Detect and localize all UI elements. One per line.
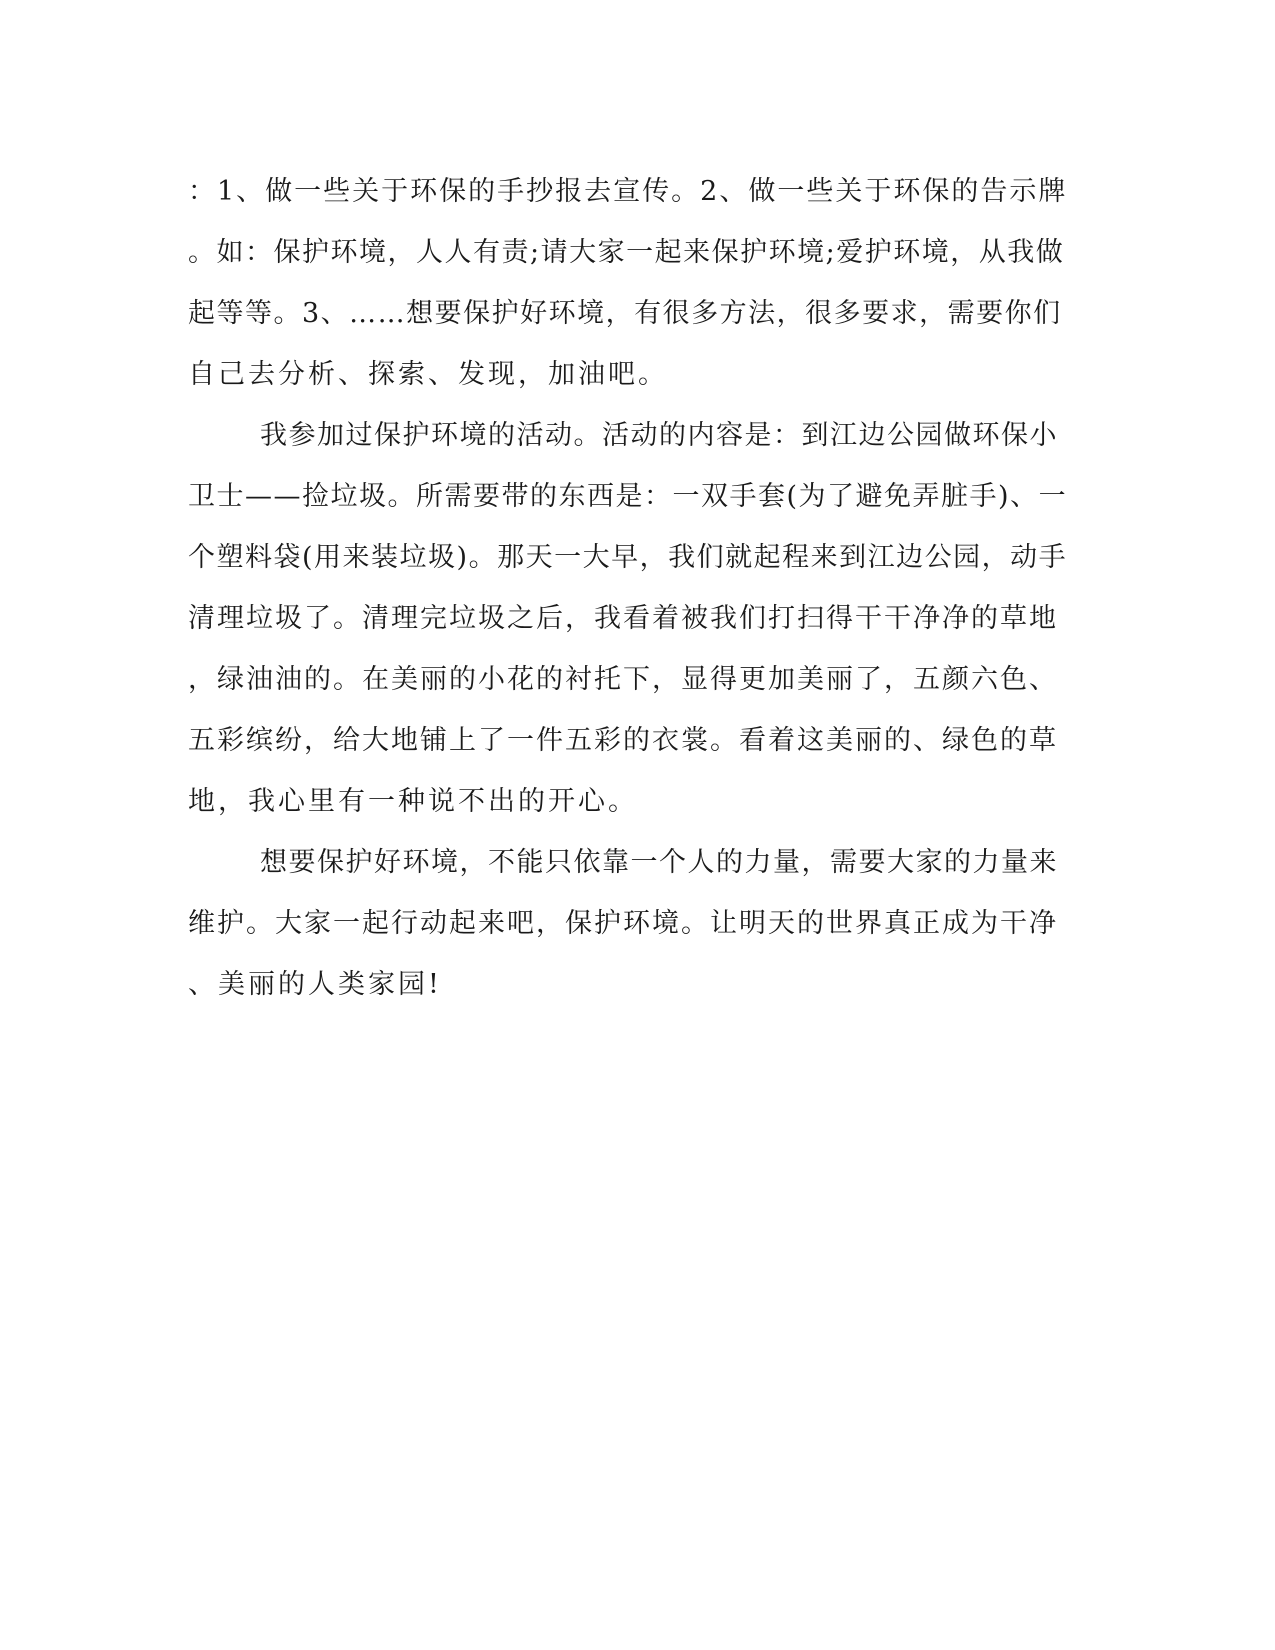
text-line: 维护。大家一起行动起来吧，保护环境。让明天的世界真正成为干净 — [188, 908, 1058, 939]
text-line: 清理垃圾了。清理完垃圾之后，我看着被我们打扫得干干净净的草地 — [188, 603, 1058, 634]
text-line: ：1、做一些关于环保的手抄报去宣传。2、做一些关于环保的告示牌 — [188, 176, 1068, 207]
text-line: 。如：保护环境，人人有责;请大家一起来保护环境;爱护环境，从我做 — [188, 237, 1065, 268]
text-line: 、美丽的人类家园! — [188, 969, 442, 1000]
text-line: 地，我心里有一种说不出的开心。 — [188, 786, 638, 817]
text-line: 卫士——捡垃圾。所需要带的东西是：一双手套(为了避免弄脏手)、一 — [188, 481, 1068, 512]
paragraph-first-line: 想要保护好环境，不能只依靠一个人的力量，需要大家的力量来 — [260, 847, 1058, 878]
text-line: 个塑料袋(用来装垃圾)。那天一大早，我们就起程来到江边公园，动手 — [188, 542, 1068, 573]
document-body — [188, 161, 1068, 1015]
paragraph-first-line: 我参加过保护环境的活动。活动的内容是：到江边公园做环保小 — [260, 420, 1058, 451]
text-line: 五彩缤纷，给大地铺上了一件五彩的衣裳。看着这美丽的、绿色的草 — [188, 725, 1058, 756]
text-line: 起等等。3、……想要保护好环境，有很多方法，很多要求，需要你们 — [188, 298, 1062, 329]
text-line: 自己去分析、探索、发现，加油吧。 — [188, 359, 668, 390]
text-line: ，绿油油的。在美丽的小花的衬托下，显得更加美丽了，五颜六色、 — [188, 664, 1058, 695]
